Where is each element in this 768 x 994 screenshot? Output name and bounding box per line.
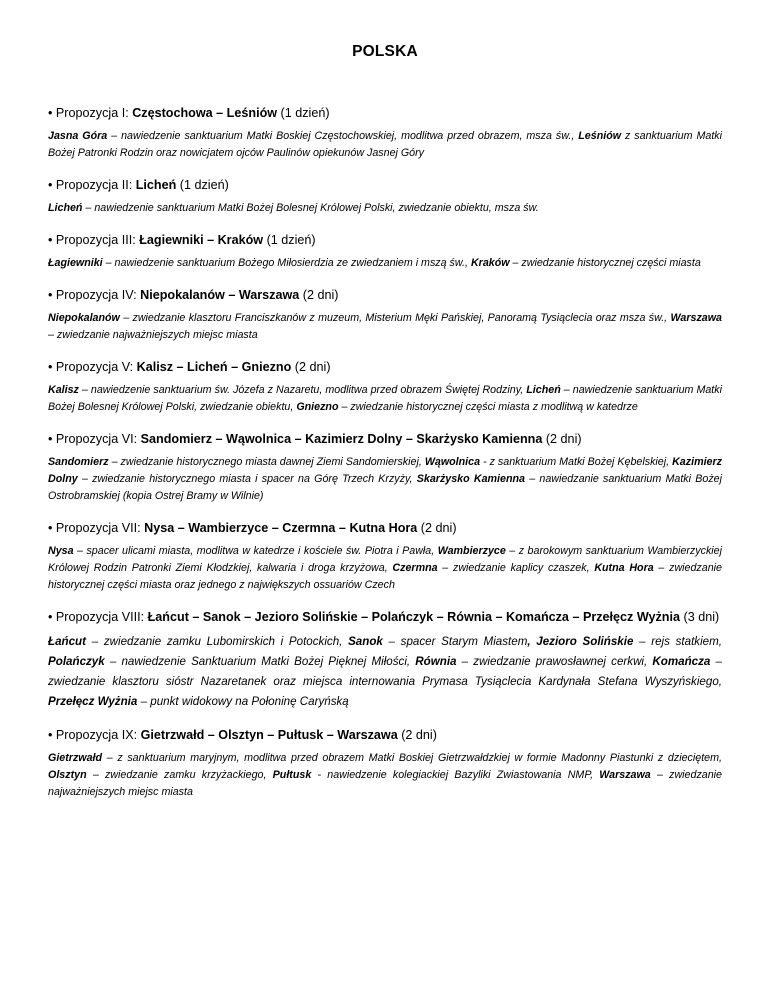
place-name: Sandomierz (48, 456, 109, 468)
proposal-label: • Propozycja IV: (48, 288, 141, 302)
description-text: z sanktuarium Matki Bożej Patronki Rodzin oraz nowicjatem ojców Paulinów opiekunów Jasnej Góry (48, 130, 723, 159)
proposal-description (48, 255, 722, 272)
proposal-description (48, 200, 722, 217)
proposal-route: Sandomierz – Wąwolnica – Kazimierz Dolny – Skarżysko Kamienna (140, 432, 543, 446)
place-name: Olsztyn (48, 769, 87, 781)
proposal-heading (48, 176, 722, 195)
proposal-heading (48, 519, 722, 538)
proposal-duration: (3 dni) (680, 610, 720, 624)
proposal-description (48, 382, 722, 416)
proposal-label: • Propozycja VII: (48, 521, 145, 535)
place-name: Leśniów (578, 130, 622, 142)
description-text: – zwiedzanie historycznego miasta i spacer na Górę Trzech Krzyży, (77, 473, 417, 485)
place-name: Kutna Hora (594, 562, 654, 574)
description-text: - nawiedzenie kolegiackiej Bazyliki Zwiastowania NMP, (311, 769, 600, 781)
proposal-description (48, 454, 722, 505)
description-text: – zwiedzanie historycznego miasta dawnej Ziemi Sandomierskiej, (108, 456, 425, 468)
proposal-route: Kalisz – Licheń – Gniezno (136, 360, 292, 374)
place-name: Wambierzyce (437, 545, 506, 557)
place-name: Kraków (470, 257, 510, 269)
document-page (48, 0, 722, 801)
place-name: Licheń (48, 202, 83, 214)
place-name: Nysa (48, 545, 74, 557)
proposal-label: • Propozycja III: (48, 233, 140, 247)
proposal-heading (48, 231, 722, 250)
proposal-label: • Propozycja V: (48, 360, 137, 374)
place-name: Jasna Góra (48, 130, 108, 142)
proposal-heading (48, 358, 722, 377)
proposal-route: Częstochowa – Leśniów (132, 106, 278, 120)
proposal-duration: (2 dni) (417, 521, 457, 535)
place-name: Łańcut (48, 635, 87, 648)
place-name: Równia (415, 655, 457, 668)
description-text: – z sanktuarium maryjnym, modlitwa przed obrazem Matki Boskiej Gietrzwałdzkiej w formie Madonny Piastunki z dzieciętem, (102, 752, 722, 764)
description-text: – zwiedzanie historycznej części miasta (509, 257, 701, 269)
proposal-duration: (1 dzień) (176, 178, 229, 192)
proposal-label: • Propozycja VI: (48, 432, 141, 446)
description-text: – zwiedzanie zamku krzyżackiego, (86, 769, 273, 781)
description-text: – nawiedzenie sanktuarium Bożego Miłosierdzia ze zwiedzaniem i mszą św., (102, 257, 471, 269)
description-text: - z sanktuarium Matki Bożej Kębelskiej, (480, 456, 673, 468)
proposal-label: • Propozycja I: (48, 106, 133, 120)
description-text: – nawiedzenie sanktuarium Matki Boskiej Częstochowskiej, modlitwa przed obrazem, msza św., (107, 130, 579, 142)
description-text: – spacer ulicami miasta, modlitwa w katedrze i kościele św. Piotra i Pawła, (73, 545, 438, 557)
proposal-route: Gietrzwałd – Olsztyn – Pułtusk – Warszawa (140, 728, 398, 742)
description-text: – nawiedzenie sanktuarium Matki Bożej Bolesnej Królowej Polski, zwiedzanie obiektu, msza św. (82, 202, 539, 214)
description-text: – z barokowym sanktuarium Wambierzyckiej Królowej Rodzin Patronki Ziemi Kłodzkiej, kalwaria i droga krzyżowa, (48, 545, 723, 574)
proposal-route: Licheń (135, 178, 177, 192)
proposal-description (48, 128, 722, 162)
description-text: – rejs statkiem, (633, 635, 722, 648)
description-text: – zwiedzanie najważniejszych miejsc miasta (48, 329, 258, 341)
proposal-duration: (2 dni) (299, 288, 339, 302)
proposal-duration: (2 dni) (291, 360, 331, 374)
place-name: Kalisz (48, 384, 79, 396)
description-text: – nawiedzenie sanktuarium Matki Bożej Bolesnej Królowej Polski, zwiedzanie obiektu, (48, 384, 722, 413)
proposal-duration: (2 dni) (542, 432, 582, 446)
place-name: Niepokalanów (48, 312, 120, 324)
description-text: – spacer Starym Miastem (382, 635, 528, 648)
place-name: Pułtusk (272, 769, 312, 781)
proposal-route: Łańcut – Sanok – Jezioro Solińskie – Polańczyk – Równia – Komańcza – Przełęcz Wyżnia (147, 610, 681, 624)
description-text: – zwiedzanie najważniejszych miejsc miasta (48, 769, 722, 798)
place-name: Sanok (348, 635, 383, 648)
description-text: – zwiedzanie prawosławnej cerkwi, (456, 655, 653, 668)
proposal-heading (48, 726, 722, 745)
place-name: Gniezno (296, 401, 339, 413)
description-text: – punkt widokowy na Połoninę Caryńską (137, 695, 349, 708)
description-text: – zwiedzanie historycznej części miasta oraz jednego z największych ossuariów Czech (48, 562, 722, 591)
place-name: , Jezioro Solińskie (527, 635, 634, 648)
proposal-list (48, 104, 722, 801)
proposal-description (48, 543, 722, 594)
place-name: Polańczyk (48, 655, 105, 668)
proposal-duration: (2 dni) (397, 728, 437, 742)
description-text: – nawiedzanie sanktuarium Matki Bożej Ostrobramskiej (kopia Ostrej Bramy w Wilnie) (48, 473, 722, 502)
place-name: Przełęcz Wyżnia (48, 695, 138, 708)
description-text: – nawiedzenie sanktuarium św. Józefa z Nazaretu, modlitwa przed obrazem Świętej Rodziny, (78, 384, 527, 396)
proposal-route: Łagiewniki – Kraków (139, 233, 264, 247)
description-text: – nawiedzenie Sanktuarium Matki Bożej Pięknej Miłości, (104, 655, 416, 668)
proposal-heading (48, 608, 722, 627)
proposal-description (48, 750, 722, 801)
description-text: – zwiedzanie klasztoru sióstr Nazaretanek oraz miejsca internowania Prymasa Tysiąclecia Kardynała Stefana Wyszyńskiego, (48, 655, 722, 688)
proposal-route: Niepokalanów – Warszawa (140, 288, 300, 302)
proposal-label: • Propozycja IX: (48, 728, 141, 742)
place-name: Gietrzwałd (48, 752, 103, 764)
proposal-description (48, 310, 722, 344)
proposal-description (48, 632, 722, 712)
description-text: – zwiedzanie zamku Lubomirskich i Potockich, (86, 635, 349, 648)
proposal-route: Nysa – Wambierzyce – Czermna – Kutna Hora (144, 521, 418, 535)
proposal-duration: (1 dzień) (263, 233, 316, 247)
place-name: Warszawa (670, 312, 722, 324)
proposal-heading (48, 104, 722, 123)
description-text: – zwiedzanie kaplicy czaszek, (437, 562, 595, 574)
place-name: Komańcza (652, 655, 711, 668)
proposal-label: • Propozycja II: (48, 178, 136, 192)
place-name: Łagiewniki (48, 257, 103, 269)
proposal-label: • Propozycja VIII: (48, 610, 148, 624)
description-text: – zwiedzanie klasztoru Franciszkanów z muzeum, Misterium Męki Pańskiej, Panoramą Tysiąclecia oraz msza św., (119, 312, 671, 324)
proposal-heading (48, 430, 722, 449)
place-name: Wąwolnica (424, 456, 481, 468)
place-name: Skarżysko Kamienna (416, 473, 525, 485)
description-text: – zwiedzanie historycznej części miasta z modlitwą w katedrze (338, 401, 638, 413)
place-name: Czermna (392, 562, 438, 574)
place-name: Licheń (526, 384, 561, 396)
proposal-duration: (1 dzień) (277, 106, 330, 120)
place-name: Kazimierz Dolny (48, 456, 722, 485)
proposal-heading (48, 286, 722, 305)
place-name: Warszawa (599, 769, 651, 781)
page-title: POLSKA (352, 43, 418, 60)
